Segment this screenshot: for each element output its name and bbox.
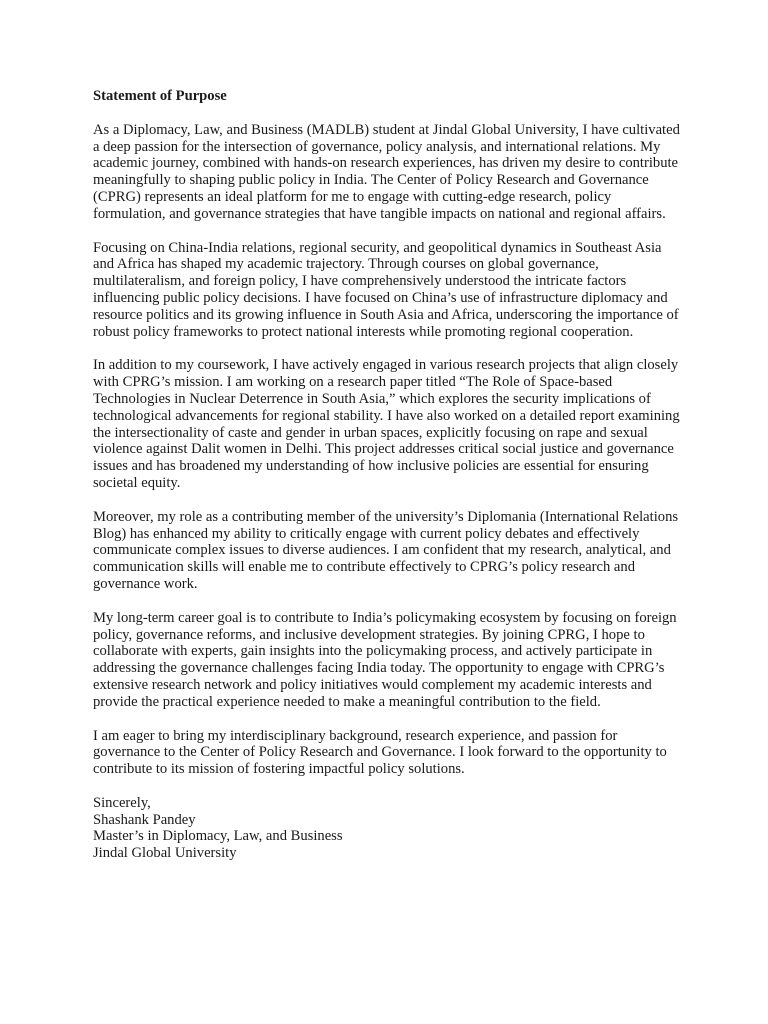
paragraph-intro: As a Diplomacy, Law, and Business (MADLB) student at Jindal Global University, I have cultivated a deep passion for the intersection of governance, policy analysis, and international relations. My academic journey, combined with hands-on research experiences, has driven my desire to contribute meaningfully to shaping public policy in India. The Center of Policy Research and Governance (CPRG) represents an ideal platform for me to engage with cutting-edge research, policy formulation, and governance strategies that have tangible impacts on national and regional affairs. <box>93 121 680 222</box>
signatory-institution: Jindal Global University <box>93 845 237 862</box>
signature-block <box>93 795 685 862</box>
signatory-name: Shashank Pandey <box>93 811 196 828</box>
paragraph-conclusion: I am eager to bring my interdisciplinary background, research experience, and passion for governance to the Center of Policy Research and Governance. I look forward to the opportunity to contribute to its mission of fostering impactful policy solutions. <box>93 727 667 778</box>
document-title: Statement of Purpose <box>93 88 227 104</box>
paragraph-research-projects: In addition to my coursework, I have actively engaged in various research projects that align closely with CPRG’s mission. I am working on a research paper titled “The Role of Space-based Technologies in Nuclear Deterrence in South Asia,” which explores the security implications of technological advancements for regional stability. I have also worked on a detailed report examining the intersectionality of caste and gender in urban spaces, explicitly focusing on rape and sexual violence against Dalit women in Delhi. This project addresses critical social justice and governance issues and has broadened my understanding of how inclusive policies are essential for ensuring societal equity. <box>93 357 680 491</box>
paragraph-academic-focus: Focusing on China-India relations, regional security, and geopolitical dynamics in Southeast Asia and Africa has shaped my academic trajectory. Through courses on global governance, multilateralism, and foreign policy, I have comprehensively understood the intricate factors influencing public policy decisions. I have focused on China’s use of infrastructure diplomacy and resource politics and its growing influence in South Asia and Africa, underscoring the importance of robust policy frameworks to protect national interests while promoting regional cooperation. <box>93 239 679 340</box>
paragraph-career-goals: My long-term career goal is to contribute to India’s policymaking ecosystem by focusing on foreign policy, governance reforms, and inclusive development strategies. By joining CPRG, I hope to collaborate with experts, gain insights into the policymaking process, and actively participate in addressing the governance challenges facing India today. The opportunity to engage with CPRG’s extensive research network and policy initiatives would complement my academic interests and provide the practical experience needed to make a meaningful contribution to the field. <box>93 609 677 710</box>
paragraph-diplomania-role: Moreover, my role as a contributing member of the university’s Diplomania (International Relations Blog) has enhanced my ability to critically engage with current policy debates and effectively communicate complex issues to diverse audiences. I am confident that my research, analytical, and communication skills will enable me to contribute effectively to CPRG’s policy research and governance work. <box>93 508 679 592</box>
document-page <box>93 88 685 862</box>
signatory-degree: Master’s in Diplomacy, Law, and Business <box>93 828 343 845</box>
closing-salutation: Sincerely, <box>93 794 151 811</box>
